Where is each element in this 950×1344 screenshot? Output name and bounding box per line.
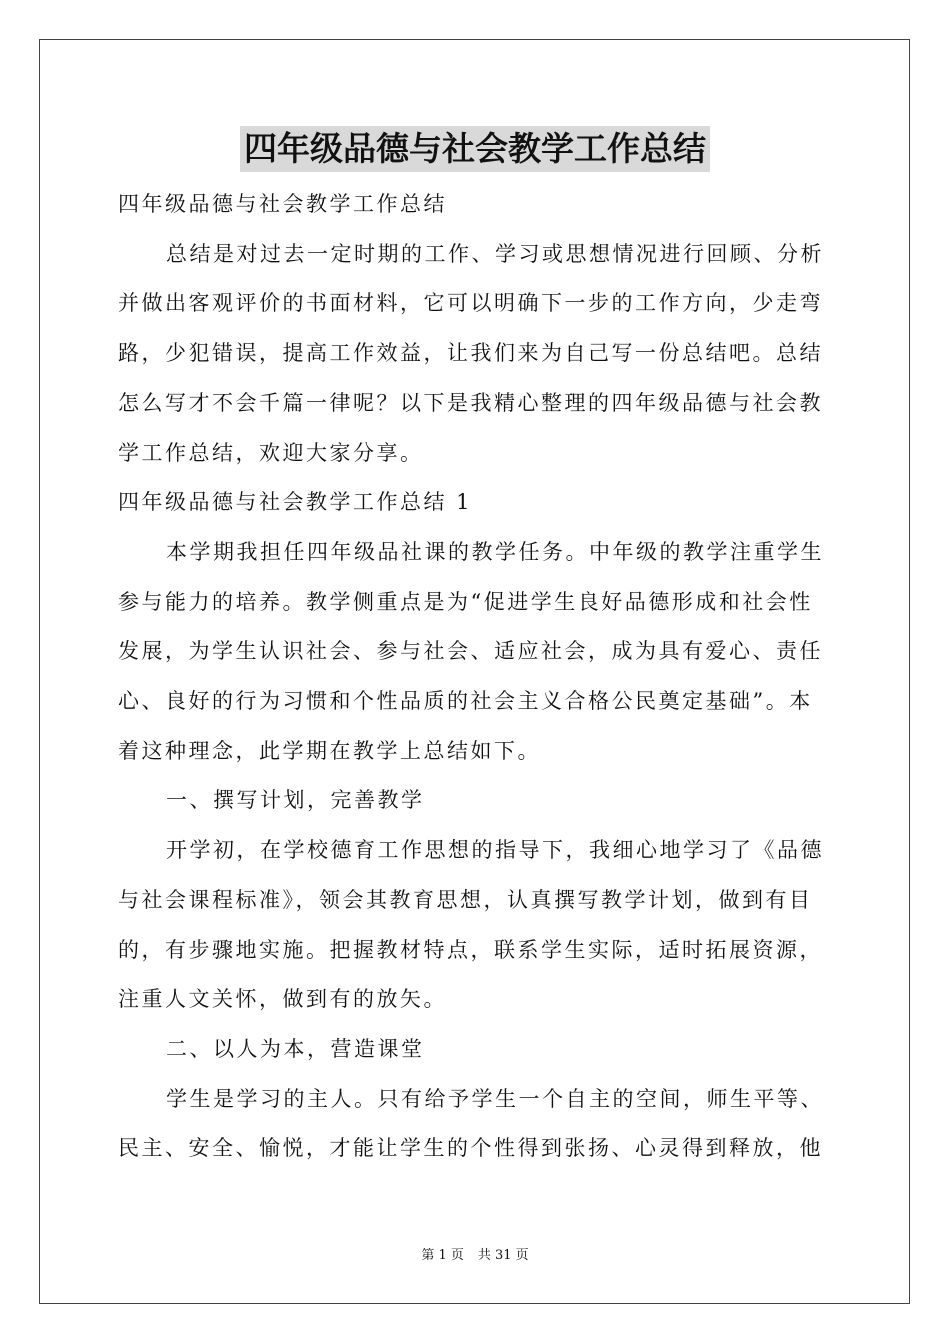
text-line: 学工作总结，欢迎大家分享。: [118, 440, 424, 465]
text-line: 并做出客观评价的书面材料，它可以明确下一步的工作方向，少走弯: [118, 291, 823, 316]
text-line: 四年级品德与社会教学工作总结 1: [118, 490, 473, 515]
text-line: 开学初，在学校德育工作思想的指导下，我细心地学习了《品德: [166, 838, 824, 863]
text-line: 着这种理念，此学期在教学上总结如下。: [118, 738, 541, 763]
text-line: 参与能力的培养。教学侧重点是为“促进学生良好品德形成和社会性: [118, 589, 813, 614]
page-footer: [0, 1247, 950, 1265]
page-number: 第 1 页: [421, 1248, 464, 1263]
text-line: 与社会课程标准》，领会其教育思想，认真撰写教学计划，做到有目: [118, 887, 813, 912]
text-line: 注重人文关怀，做到有的放矢。: [118, 987, 447, 1012]
text-line: 二、以人为本，营造课堂: [166, 1036, 425, 1061]
text-line: 心、良好的行为习惯和个性品质的社会主义合格公民奠定基础”。本: [118, 689, 813, 714]
document-title: 四年级品德与社会教学工作总结: [240, 126, 710, 172]
text-line: 民主、安全、愉悦，才能让学生的个性得到张扬、心灵得到释放，他: [118, 1136, 823, 1161]
text-line: 四年级品德与社会教学工作总结: [118, 192, 447, 216]
text-line: 学生是学习的主人。只有给予学生一个自主的空间，师生平等、: [166, 1086, 824, 1111]
text-line: 怎么写才不会千篇一律呢？以下是我精心整理的四年级品德与社会教: [118, 390, 823, 415]
text-line: 一、撰写计划，完善教学: [166, 788, 425, 813]
document-body: [118, 180, 834, 1174]
text-line: 路，少犯错误，提高工作效益，让我们来为自己写一份总结吧。总结: [118, 341, 823, 366]
text-line: 发展，为学生认识社会、参与社会、适应社会，成为具有爱心、责任: [118, 639, 823, 664]
page-total: 共 31 页: [477, 1248, 529, 1263]
text-line: 本学期我担任四年级品社课的教学任务。中年级的教学注重学生: [166, 539, 824, 564]
text-line: 总结是对过去一定时期的工作、学习或思想情况进行回顾、分析: [166, 241, 824, 266]
text-line: 的，有步骤地实施。把握教材特点，联系学生实际，适时拓展资源，: [118, 937, 823, 962]
title-container: [0, 126, 950, 172]
